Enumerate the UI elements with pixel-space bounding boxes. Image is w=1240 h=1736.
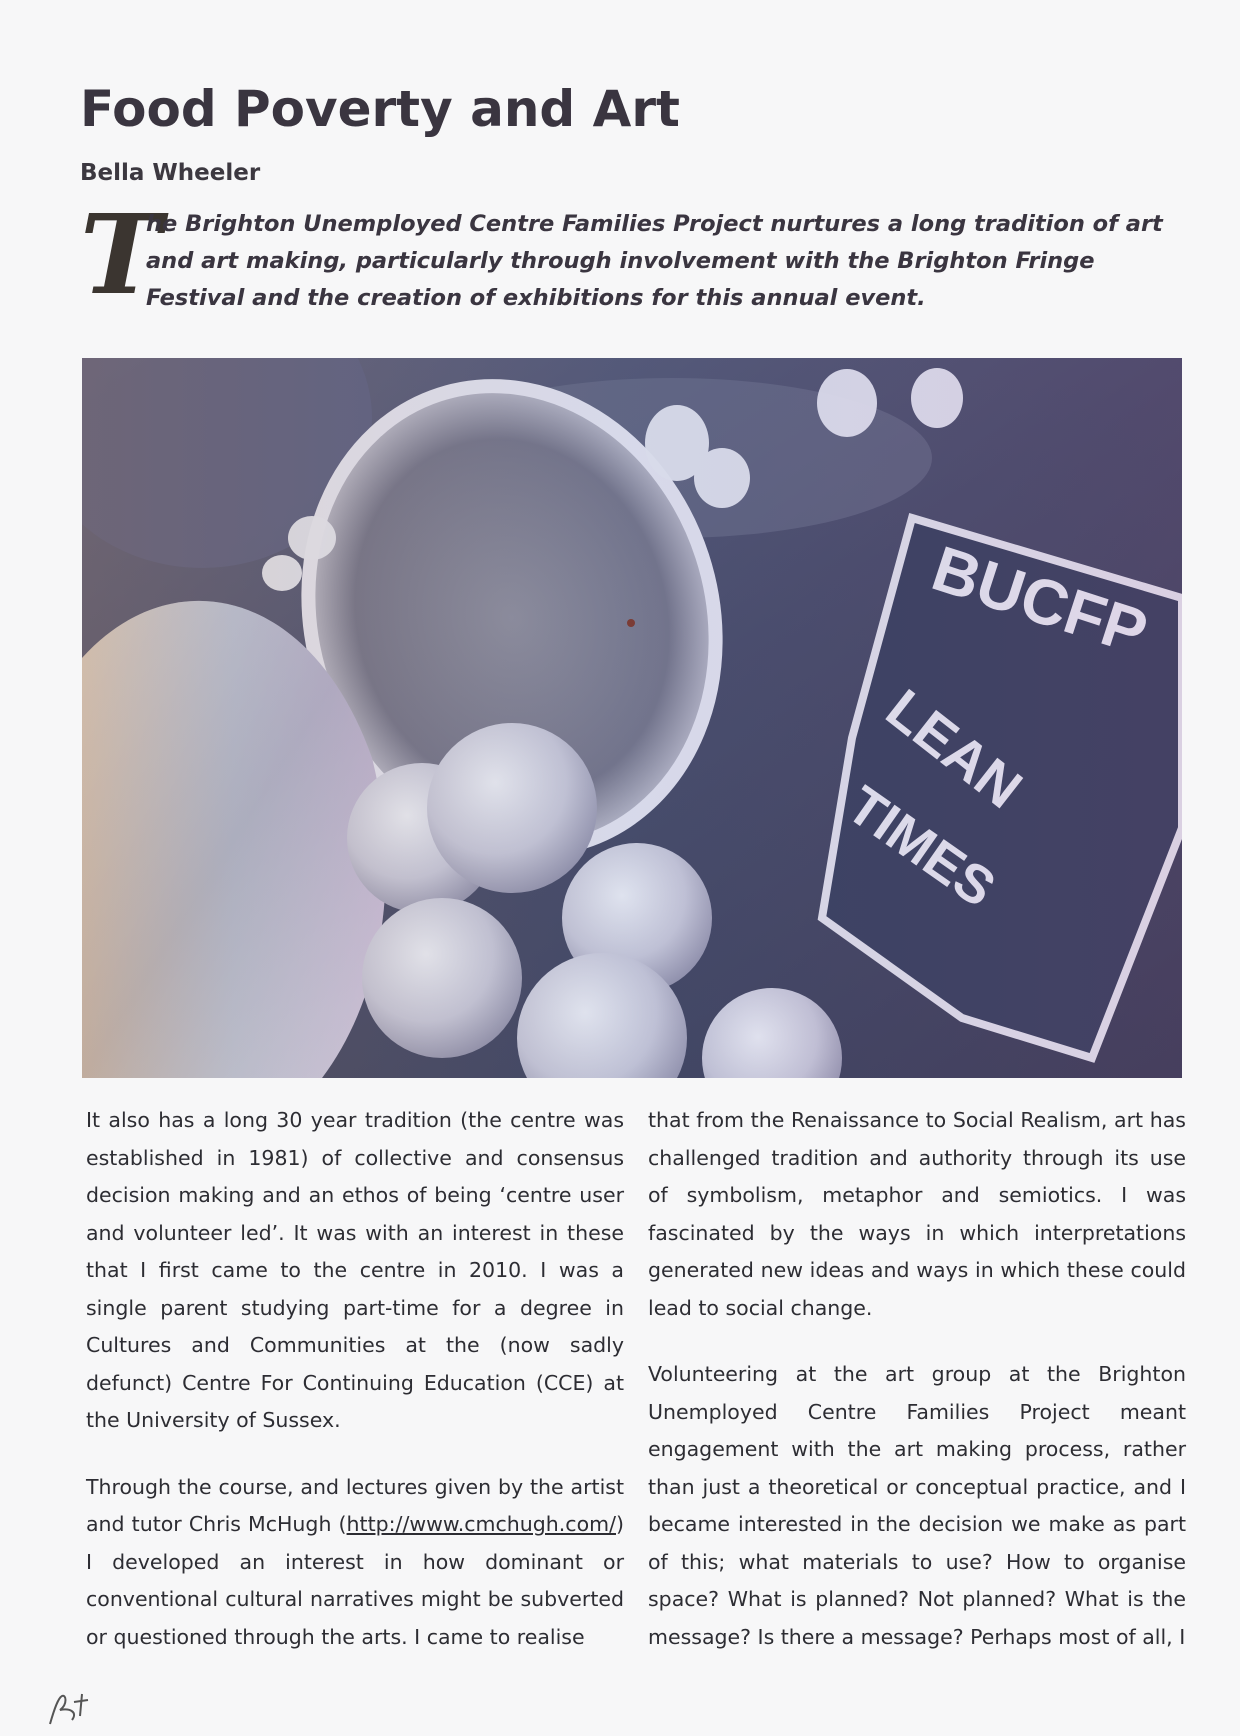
handwritten-mark [44, 1690, 94, 1730]
column-right [648, 1102, 1186, 1685]
body-paragraph [86, 1469, 624, 1657]
intro-text: he Brighton Unemployed Centre Families Project nurtures a long tradition of art and art making, particularly through involvement with the Brighton Fringe Festival and the creation of exhibitions for this annual event. [146, 211, 1163, 311]
artwork-photo [82, 358, 1182, 1078]
drop-cap: T [80, 190, 162, 319]
article-title: Food Poverty and Art [80, 80, 680, 138]
artwork-illustration [82, 358, 1182, 1078]
body-text: Through the course, and lectures given by the artist and tutor Chris McHugh ( [86, 1474, 624, 1536]
body-text: ) I developed an interest in how dominant or conventional cultural narratives might be subverted or questioned through the arts. I came to realise [86, 1512, 624, 1649]
column-left [86, 1102, 624, 1685]
body-paragraph: that from the Renaissance to Social Realism, art has challenged tradition and authority through its use of symbolism, metaphor and semiotics. I was fascinated by the ways in which interpretations generated new ideas and ways in which these could lead to social change. [648, 1108, 1186, 1320]
body-paragraph: Volunteering at the art group at the Brighton Unemployed Centre Families Project meant engagement with the art making process, rather than just a theoretical or conceptual practice, and I became interested in the decision we make as part of this; what materials to use? How to organise space? What is planned? Not planned? What is the message? Is there a message? Perhaps most of all, I [648, 1362, 1186, 1649]
intro-paragraph [80, 190, 1180, 326]
artist-url-link[interactable]: http://www.cmchugh.com/ [346, 1512, 616, 1536]
body-paragraph: It also has a long 30 year tradition (the centre was established in 1981) of collective and consensus decision making and an ethos of being ‘centre user and volunteer led’. It was with an interest in these that I first came to the centre in 2010. I was a single parent studying part-time for a degree in Cultures and Communities at the (now sadly defunct) Centre For Continuing Education (CCE) at the University of Sussex. [86, 1108, 624, 1432]
article-author: Bella Wheeler [80, 160, 261, 186]
